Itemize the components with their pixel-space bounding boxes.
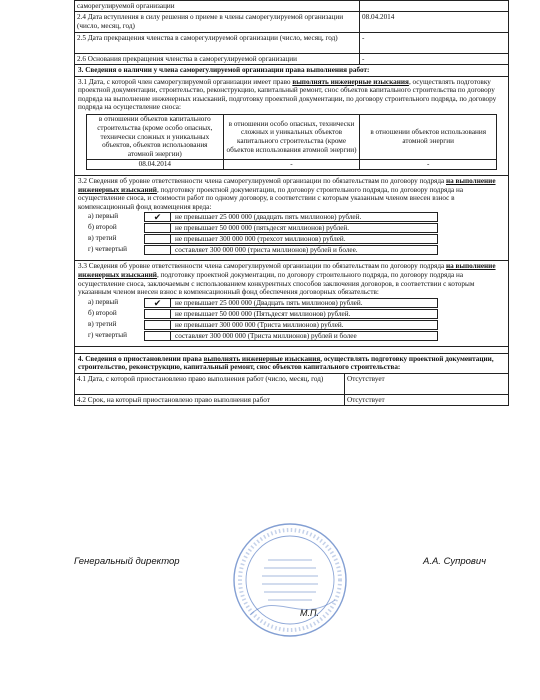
level-row — [86, 234, 438, 244]
level-text: не превышает 300 000 000 (трехсот миллионов) рублей. — [170, 234, 438, 244]
level-row — [86, 298, 438, 308]
row-2-3 — [75, 1, 508, 12]
level-text: составляет 300 000 000 (Триста миллионов) рублей и более — [170, 331, 438, 341]
level-text: не превышает 50 000 000 (Пятьдесят миллионов) рублей. — [170, 309, 438, 319]
level-row — [86, 212, 438, 222]
check-cell — [144, 320, 170, 330]
section-3-3 — [75, 261, 508, 346]
section-3-title: 3. Сведения о наличии у члена саморегулируемой организации права выполнения работ: — [75, 65, 508, 77]
row-4-2 — [75, 395, 508, 405]
cell-value: - — [362, 34, 365, 42]
dates-col-2 — [224, 115, 361, 169]
text: 3.3 Сведения об уровне ответственности члена саморегулируемой организации по обязательствам по договору подряда — [78, 262, 447, 271]
row-4-1 — [75, 374, 508, 395]
cell-label: 2.4 Дата вступления в силу решения о приеме в члены саморегулируемой организации (число, месяц, год) — [75, 12, 360, 32]
paragraph-3-3 — [78, 262, 505, 296]
check-icon: ✔ — [144, 212, 170, 222]
text-emphasis: выполнять инженерные изыскания — [203, 354, 321, 363]
text: , подготовку проектной документации, по договору строительного подряда, по договору подряда на осуществление сноса, заключаемым с использованием конкурентных способов заключения договоров, в соответствии с которым указанным членом внесен взнос в компенсационный фонд обеспечения договорных обязательств: — [78, 270, 475, 297]
cell-value — [360, 1, 508, 11]
spacer-row — [75, 347, 508, 354]
text: 3.2 Сведения об уровне ответственности члена саморегулируемой организации по обязательствам по договору подряда — [78, 176, 447, 185]
level-label: б) второй — [88, 223, 117, 232]
text: , подготовку проектной документации, по договору строительного подряда, по договору подряда на осуществление сноса, и стоимости работ по одному договору, в соответствии с которым указанным членом внесен взнос в компенсационный фонд возмещения вреда: — [78, 185, 464, 211]
level-label: а) первый — [88, 297, 119, 306]
dates-header: в отношении особо опасных, технически сложных и уникальных объектов капитального строительства (кроме объектов использования атомной энергии) — [224, 115, 360, 160]
check-icon: ✔ — [144, 298, 170, 308]
dates-header: в отношении объектов капитального строительства (кроме особо опасных, технически сложных и уникальных объектов, объектов использования атомной энергии) — [87, 115, 223, 160]
text: , осуществлять подготовку проектной документации, строительство, реконструкцию, капитальный ремонт, снос объектов капитального строительства по договору подряда на выполнение инженерных изысканий, подготовку проектной документации, по договору строительного подряда, по договору подряда на осуществление сноса: — [78, 77, 497, 112]
level-label: б) второй — [88, 308, 117, 317]
text: 3.1 Дата, с которой член саморегулируемой организации имеет право — [78, 77, 293, 86]
document-table — [74, 0, 509, 406]
level-label: г) четвертый — [88, 245, 127, 254]
level-text: не превышает 25 000 000 (двадцать пять миллионов) рублей. — [170, 212, 438, 222]
dates-col-1 — [87, 115, 224, 169]
check-cell — [144, 245, 170, 255]
level-label: г) четвертый — [88, 330, 127, 339]
section-3-2 — [75, 176, 508, 261]
levels-3-2 — [86, 212, 438, 255]
dates-header: в отношении объектов использования атомной энергии — [360, 115, 496, 160]
text: 4. Сведения о приостановлении права — [78, 354, 204, 363]
cell-label: 2.6 Основания прекращения членства в саморегулируемой организации — [75, 54, 360, 64]
dates-col-3 — [360, 115, 496, 169]
section-3-1 — [75, 77, 508, 176]
level-label: в) третий — [88, 234, 117, 243]
stamp-mark: М.П. — [300, 608, 320, 618]
dates-value: - — [290, 159, 293, 168]
level-row — [86, 309, 438, 319]
dates-value: - — [426, 159, 430, 168]
signature-position: Генеральный директор — [74, 556, 180, 567]
row-2-5 — [75, 33, 508, 54]
text: , осуществлять подготовку проектной документации, строительство, реконструкцию, капитальный ремонт, снос объектов капитального строительства: — [78, 354, 494, 372]
level-label: а) первый — [88, 212, 119, 221]
text-emphasis: выполнять инженерные изыскания — [292, 77, 409, 86]
level-row — [86, 223, 438, 233]
cell-value: Отсутствует — [347, 374, 385, 383]
stamp-icon — [230, 520, 350, 640]
signature-name: А.А. Супрович — [423, 556, 487, 567]
level-text: не превышает 300 000 000 (Триста миллионов) рублей. — [170, 320, 438, 330]
cell-value: - — [362, 55, 365, 63]
paragraph-3-1 — [78, 78, 505, 112]
cell-label: 4.1 Дата, с которой приостановлено право выполнения работ (число, месяц, год) — [75, 374, 345, 394]
row-2-4 — [75, 12, 508, 33]
check-cell — [144, 223, 170, 233]
level-row — [86, 320, 438, 330]
cell-value: 08.04.2014 — [362, 13, 395, 21]
cell-label: 2.5 Дата прекращения членства в саморегулируемой организации (число, месяц, год) — [75, 33, 360, 53]
section-4-title — [75, 354, 508, 374]
text-emphasis: на выполнение инженерных изысканий — [78, 176, 496, 194]
level-row — [86, 331, 438, 341]
level-text: не превышает 25 000 000 (Двадцать пять миллионов) рублей. — [170, 298, 438, 308]
level-text: не превышает 50 000 000 (пятьдесят миллионов) рублей. — [170, 223, 438, 233]
paragraph-3-2 — [78, 177, 505, 211]
dates-table — [86, 114, 497, 170]
cell-value: Отсутствует — [347, 395, 385, 404]
cell-label: саморегулируемой организации — [75, 1, 360, 11]
check-cell — [144, 331, 170, 341]
row-2-6 — [75, 54, 508, 65]
levels-3-3 — [86, 298, 438, 341]
check-cell — [144, 309, 170, 319]
cell-label: 4.2 Срок, на который приостановлено право выполнения работ — [75, 395, 345, 405]
level-label: в) третий — [88, 319, 117, 328]
text-emphasis: на выполнение инженерных изысканий — [78, 262, 496, 279]
dates-value: 08.04.2014 — [138, 159, 171, 168]
level-text: составляет 300 000 000 (триста миллионов) рублей и более. — [170, 245, 438, 255]
level-row — [86, 245, 438, 255]
check-cell — [144, 234, 170, 244]
